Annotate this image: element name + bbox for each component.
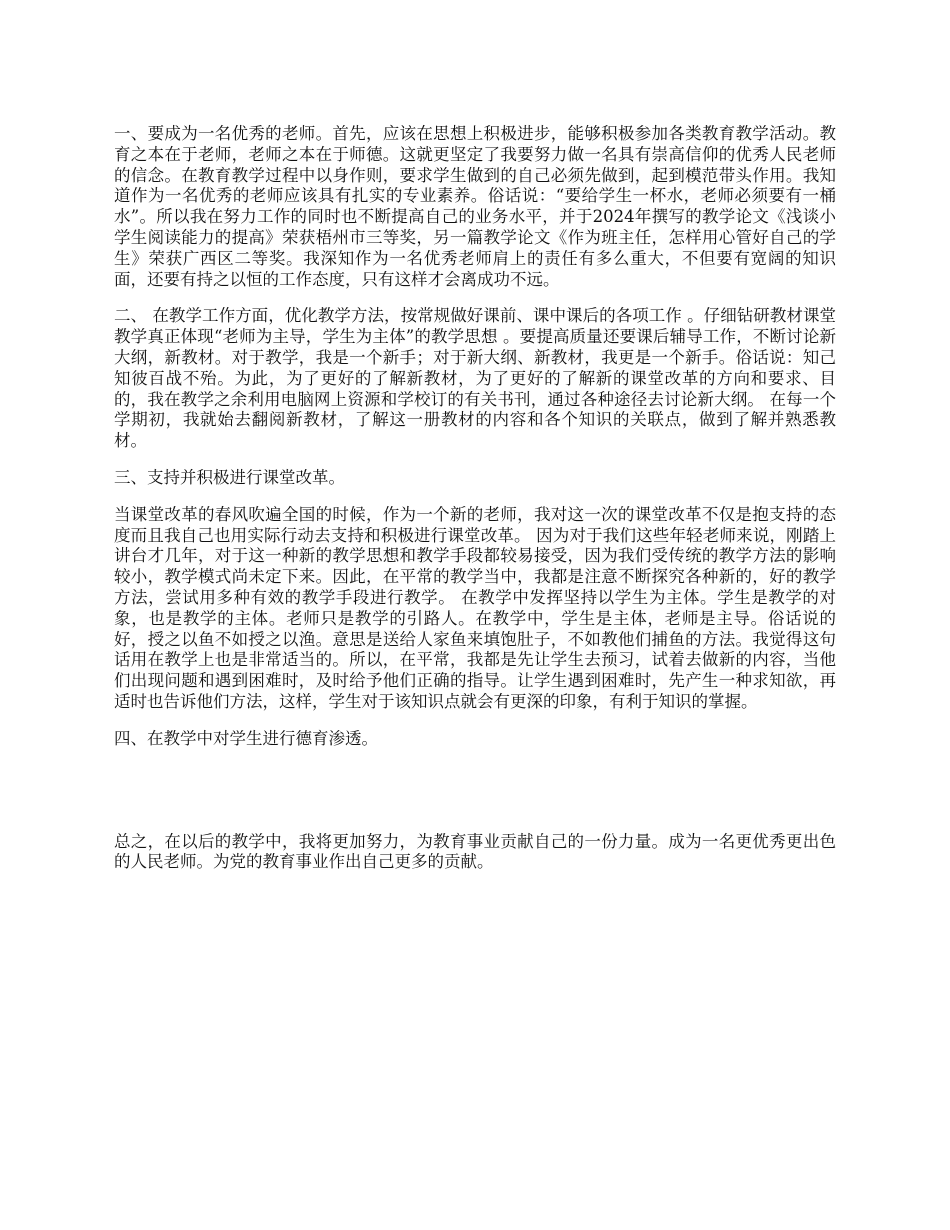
paragraph-teaching-methods: 二、 在教学工作方面，优化教学方法，按常规做好课前、课中课后的各项工作 。仔细钻研教材课堂教学真正体现“老师为主导，学生为主体”的教学思想 。要提高质量还要课后辅导工作，不断讨论新大纲，新教材。对于教学，我是一个新手；对于新大纲、新教材，我更是一个新手。俗话说：知己知彼百战不殆。为此，为了更好的了解新教材，为了更好的了解新的课堂改革的方向和要求、目的，我在教学之余利用电脑网上资源和学校订的有关书刊，通过各种途径去讨论新大纲。 在每一个学期初，我就始去翻阅新教材，了解这一册教材的内容和各个知识的关联点，做到了解并熟悉教材。: [114, 306, 836, 451]
paragraph-heading-moral-education: 四、在教学中对学生进行德育渗透。: [114, 728, 378, 748]
paragraph-heading-classroom-reform: 三、支持并积极进行课堂改革。: [114, 467, 345, 487]
paragraph-teacher-quality: 一、要成为一名优秀的老师。首先，应该在思想上积极进步，能够积极参加各类教育教学活动。教育之本在于老师，老师之本在于师德。这就更坚定了我要努力做一名具有崇高信仰的优秀人民老师的信念。在教育教学过程中以身作则，要求学生做到的自己必须先做到，起到模范带头作用。我知道作为一名优秀的老师应该具有扎实的专业素养。俗话说：“要给学生一杯水，老师必须要有一桶水”。所以我在努力工作的同时也不断提高自己的业务水平，并于2024年撰写的教学论文《浅谈小学生阅读能力的提高》荣获梧州市三等奖，另一篇教学论文《作为班主任，怎样用心管好自己的学生》荣获广西区二等奖。我深知作为一名优秀老师肩上的责任有多么重大，不但要有宽阔的知识面，还要有持之以恒的工作态度，只有这样才会离成功不远。: [114, 124, 836, 289]
paragraph-classroom-reform: 当课堂改革的春风吹遍全国的时候，作为一个新的老师，我对这一次的课堂改革不仅是抱支持的态度而且我自己也用实际行动去支持和积极进行课堂改革。 因为对于我们这些年轻老师来说，刚踏上讲台才几年，对于这一种新的教学思想和教学手段都较易接受，因为我们受传统的教学方法的影响较小，教学模式尚未定下来。因此，在平常的教学当中，我都是注意不断探究各种新的，好的教学方法，尝试用多种有效的教学手段进行教学。 在教学中发挥坚持以学生为主体。学生是教学的对象，也是教学的主体。老师只是教学的引路人。在教学中，学生是主体，老师是主导。俗话说的好，授之以鱼不如授之以渔。意思是送给人家鱼来填饱肚子，不如教他们捕鱼的方法。我觉得这句话用在教学上也是非常适当的。所以，在平常，我都是先让学生去预习，试着去做新的内容，当他们出现问题和遇到困难时，及时给予他们正确的指导。让学生遇到困难时，先产生一种求知欲，再适时也告诉他们方法，这样，学生对于该知识点就会有更深的印象，有利于知识的掌握。: [114, 504, 836, 711]
paragraph-conclusion: 总之，在以后的教学中，我将更加努力，为教育事业贡献自己的一份力量。成为一名更优秀更出色的人民老师。为党的教育事业作出自己更多的贡献。: [114, 831, 836, 872]
blank-space: [114, 766, 836, 832]
document-body: [114, 124, 836, 889]
